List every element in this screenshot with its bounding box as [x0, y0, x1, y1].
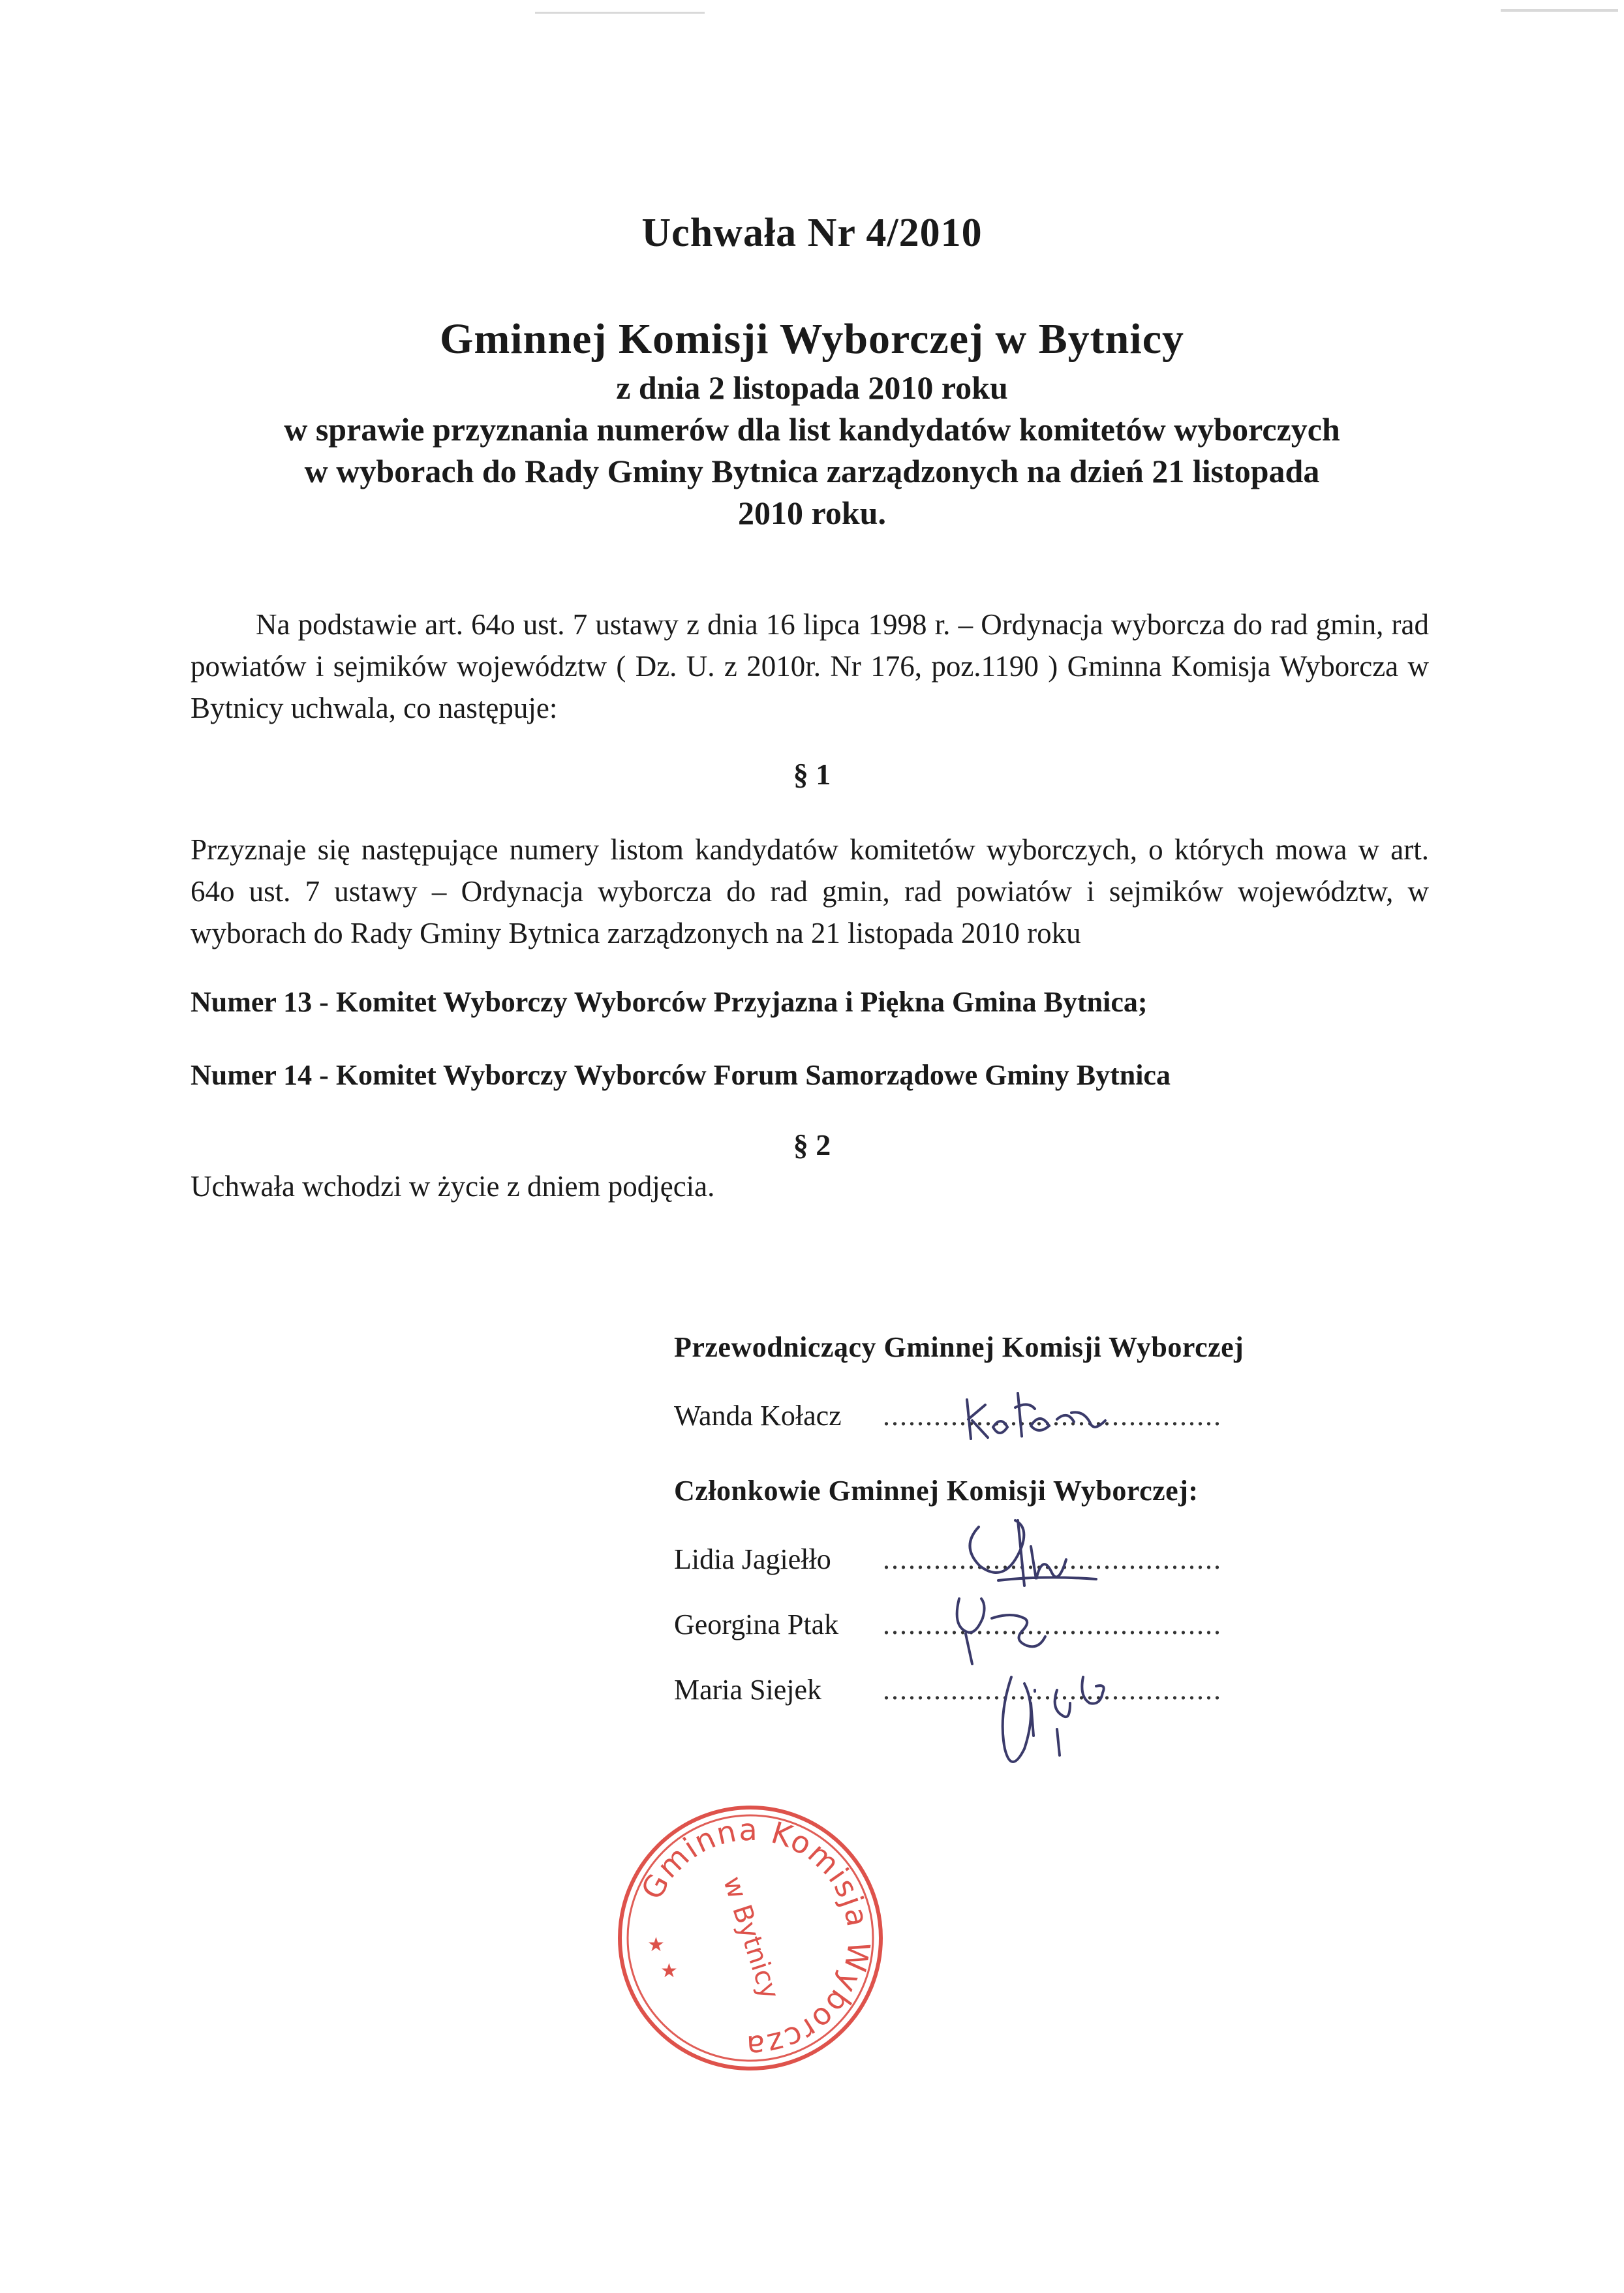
legal-basis-paragraph: Na podstawie art. 64o ust. 7 ustawy z dnia 16 lipca 1998 r. – Ordynacja wyborcza do rad gmin, rad powiatów i sejmików województw ( Dz. U. z 2010r. Nr 176, poz.1190 ) Gminna Komisja Wyborcza w Bytnicy uchwala, co następuje: [191, 608, 1429, 724]
signature-line: ........................................ [883, 1674, 1222, 1706]
signer-name: Georgina Ptak [674, 1608, 839, 1640]
section-2-mark: § 2 [793, 1128, 831, 1162]
stamp-center-text: w Bytnicy [717, 1873, 785, 2003]
subject-line: 2010 roku. [738, 495, 886, 531]
resolution-date: z dnia 2 listopada 2010 roku [616, 369, 1008, 406]
section-1-text: Przyznaje się następujące numery listom kandydatów komitetów wyborczych, o których mowa w art. 64o ust. 7 ustawy – Ordynacja wyborcza do rad gmin, rad powiatów i sejmików województw, w wyborach do Rady Gminy Bytnica zarządzonych na 21 listopada 2010 roku [191, 833, 1429, 949]
scan-edge-top [535, 12, 705, 14]
star-icon: ★ [647, 1933, 665, 1956]
scan-edge-top-right [1501, 9, 1618, 12]
resolution-header [163, 312, 1461, 534]
stamp-ring-text: Gminna Komisja Wyborcza [634, 1811, 878, 2065]
signer-name: Wanda Kołacz [674, 1400, 842, 1432]
subject-line: w wyborach do Rady Gminy Bytnica zarządzonych na dzień 21 listopada [304, 453, 1320, 489]
chair-heading: Przewodniczący Gminnej Komisji Wyborczej [674, 1331, 1244, 1363]
signature-line: ........................................ [883, 1608, 1222, 1640]
signer-name: Lidia Jagiełło [674, 1543, 831, 1575]
member-handwritten-signature [992, 1664, 1135, 1781]
star-icon: ★ [660, 1960, 678, 1982]
list-number-item: Numer 14 - Komitet Wyborczy Wyborców Forum Samorządowe Gminy Bytnica [191, 1059, 1171, 1091]
resolution-title: Uchwała Nr 4/2010 [641, 211, 983, 255]
committee-stamp [613, 1801, 887, 2075]
members-heading: Członkowie Gminnej Komisji Wyborczej: [674, 1475, 1199, 1507]
committee-name: Gminnej Komisji Wyborczej w Bytnicy [439, 315, 1184, 363]
signer-name: Maria Siejek [674, 1674, 822, 1706]
member-handwritten-signature [959, 1507, 1129, 1605]
list-number-item: Numer 13 - Komitet Wyborczy Wyborców Przyjazna i Piękna Gmina Bytnica; [191, 986, 1148, 1018]
chair-handwritten-signature [959, 1374, 1129, 1452]
signature-line: ........................................ [883, 1400, 1222, 1432]
section-1-mark: § 1 [793, 758, 831, 791]
signature-line: ........................................ [883, 1543, 1222, 1575]
subject-line: w sprawie przyznania numerów dla list kandydatów komitetów wyborczych [284, 411, 1340, 448]
section-2-text: Uchwała wchodzi w życie z dniem podjęcia. [191, 1170, 715, 1203]
